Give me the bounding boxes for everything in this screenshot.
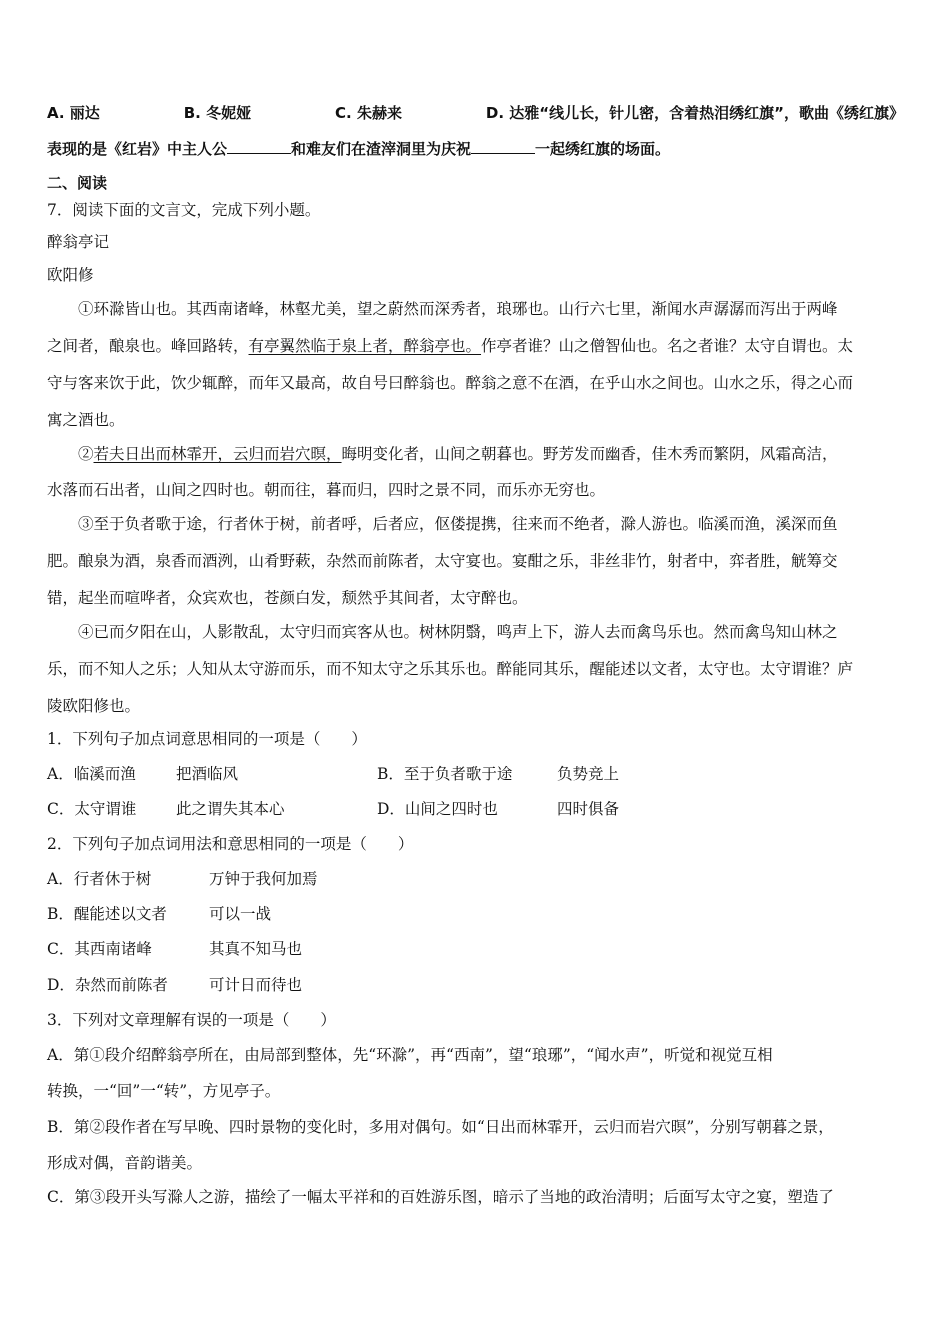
q6-options-line	[47, 103, 904, 123]
q6-option-c: C. 朱赫来	[335, 104, 402, 122]
sub1-option-c-2: 此之谓失其本心	[176, 800, 285, 818]
p2-number: ②	[78, 445, 94, 463]
q6-option-b: B. 冬妮娅	[183, 104, 252, 122]
p1-underlined-sentence: 有亭翼然临于泉上者，醉翁亭也。	[248, 337, 482, 355]
passage-p3-line2: 肥。酿泉为酒，泉香而酒洌，山肴野蔌，杂然而前陈者，太守宴也。宴酣之乐，非丝非竹，射者中，弈者胜，觥筹交	[47, 552, 838, 570]
sub3-option-c-line1: C．第③段开头写滁人之游，描绘了一幅太平祥和的百姓游乐图，暗示了当地的政治清明；后面写太守之宴，塑造了	[47, 1188, 834, 1206]
answer-blank-1	[227, 139, 291, 154]
p2-underlined-sentence: 若夫日出而林霏开，云归而岩穴暝，	[93, 445, 342, 463]
sub3-stem: 3．下列对文章理解有误的一项是（ ）	[47, 1011, 336, 1029]
answer-blank-2	[471, 139, 535, 154]
passage-p2-line1	[78, 444, 904, 464]
p2-line1-text: 晦明变化者，山间之朝暮也。野芳发而幽香，佳木秀而繁阴，风霜高洁，	[341, 445, 838, 463]
passage-p4-line2: 乐，而不知人之乐；人知从太守游而乐，而不知太守之乐其乐也。醉能同其乐，醒能述以文者，太守也。太守谓谁？庐	[47, 660, 854, 678]
passage-p2-line2: 水落而石出者，山间之四时也。朝而往，暮而归，四时之景不同，而乐亦无穷也。	[47, 481, 606, 499]
sub2-option-b-1: B．醒能述以文者	[47, 905, 167, 923]
sub2-option-d-2: 可计日而待也	[209, 976, 303, 994]
q6-line2-part-c: 一起绣红旗的场面。	[535, 140, 671, 158]
passage-p1-line4: 寓之酒也。	[47, 411, 125, 429]
sub3-option-a-line2: 转换，一“回”一“转”，方见亭子。	[47, 1082, 281, 1100]
passage-author: 欧阳修	[47, 266, 94, 284]
sub3-option-b-line1: B．第②段作者在写早晚、四时景物的变化时，多用对偶句。如“日出而林霏开，云归而岩穴暝”，分别写朝暮之景，	[47, 1118, 834, 1136]
q6-fill-blank-line	[47, 139, 904, 159]
passage-p4-line1: ④已而夕阳在山，人影散乱，太守归而宾客从也。树林阴翳，鸣声上下，游人去而禽鸟乐也。然而禽鸟知山林之	[78, 623, 838, 641]
sub1-option-d-2: 四时俱备	[557, 800, 620, 818]
passage-p1-line2	[47, 336, 904, 356]
passage-p3-line3: 错，起坐而喧哗者，众宾欢也，苍颜白发，颓然乎其间者，太守醉也。	[47, 589, 528, 607]
sub2-option-d-1: D．杂然而前陈者	[47, 976, 168, 994]
passage-p1-line3: 守与客来饮于此，饮少辄醉，而年又最高，故自号曰醉翁也。醉翁之意不在酒，在乎山水之间也。山水之乐，得之心而	[47, 374, 854, 392]
p1-line2-text-a: 之间者，酿泉也。峰回路转，	[47, 337, 249, 355]
passage-p3-line1: ③至于负者歌于途，行者休于树，前者呼，后者应，伛偻提携，往来而不绝者，滁人游也。临溪而渔，溪深而鱼	[78, 515, 838, 533]
sub3-option-a-line1: A．第①段介绍醉翁亭所在，由局部到整体，先“环滁”，再“西南”，望“琅琊”，“闻水声”，听觉和视觉互相	[47, 1046, 773, 1064]
sub2-option-c-1: C．其西南诸峰	[47, 940, 152, 958]
sub1-stem: 1．下列句子加点词意思相同的一项是（ ）	[47, 730, 367, 748]
passage-p1-line1: ①环滁皆山也。其西南诸峰，林壑尤美，望之蔚然而深秀者，琅琊也。山行六七里，渐闻水声潺潺而泻出于两峰	[78, 300, 838, 318]
q7-intro: 7．阅读下面的文言文，完成下列小题。	[47, 201, 321, 219]
sub1-option-c-1: C．太守谓谁	[47, 800, 137, 818]
sub1-option-a-2: 把酒临风	[176, 765, 239, 783]
sub2-stem: 2．下列句子加点词用法和意思相同的一项是（ ）	[47, 835, 414, 853]
sub1-option-b-1: B．至于负者歌于途	[377, 765, 513, 783]
sub2-option-b-2: 可以一战	[209, 905, 272, 923]
sub1-option-a-1: A．临溪而渔	[47, 765, 136, 783]
sub1-option-b-2: 负势竞上	[557, 765, 620, 783]
passage-title: 醉翁亭记	[47, 233, 110, 251]
q6-option-d-and-next-question: D. 达雅“线儿长，针儿密，含着热泪绣红旗”，歌曲《绣红旗》	[485, 104, 904, 122]
sub3-option-b-line2: 形成对偶，音韵谐美。	[47, 1154, 203, 1172]
sub2-option-a-1: A．行者休于树	[47, 870, 152, 888]
section-heading: 二、阅读	[47, 174, 108, 192]
sub2-option-c-2: 其真不知马也	[209, 940, 303, 958]
sub2-option-a-2: 万钟于我何加焉	[209, 870, 318, 888]
q6-line2-part-b: 和难友们在渣滓洞里为庆祝	[291, 140, 472, 158]
passage-p4-line3: 陵欧阳修也。	[47, 697, 141, 715]
q6-line2-part-a: 表现的是《红岩》中主人公	[47, 140, 228, 158]
p1-line2-text-b: 作亭者谁？山之僧智仙也。名之者谁？太守自谓也。太	[481, 337, 854, 355]
q6-option-a: A. 丽达	[47, 104, 100, 122]
sub1-option-d-1: D．山间之四时也	[377, 800, 498, 818]
